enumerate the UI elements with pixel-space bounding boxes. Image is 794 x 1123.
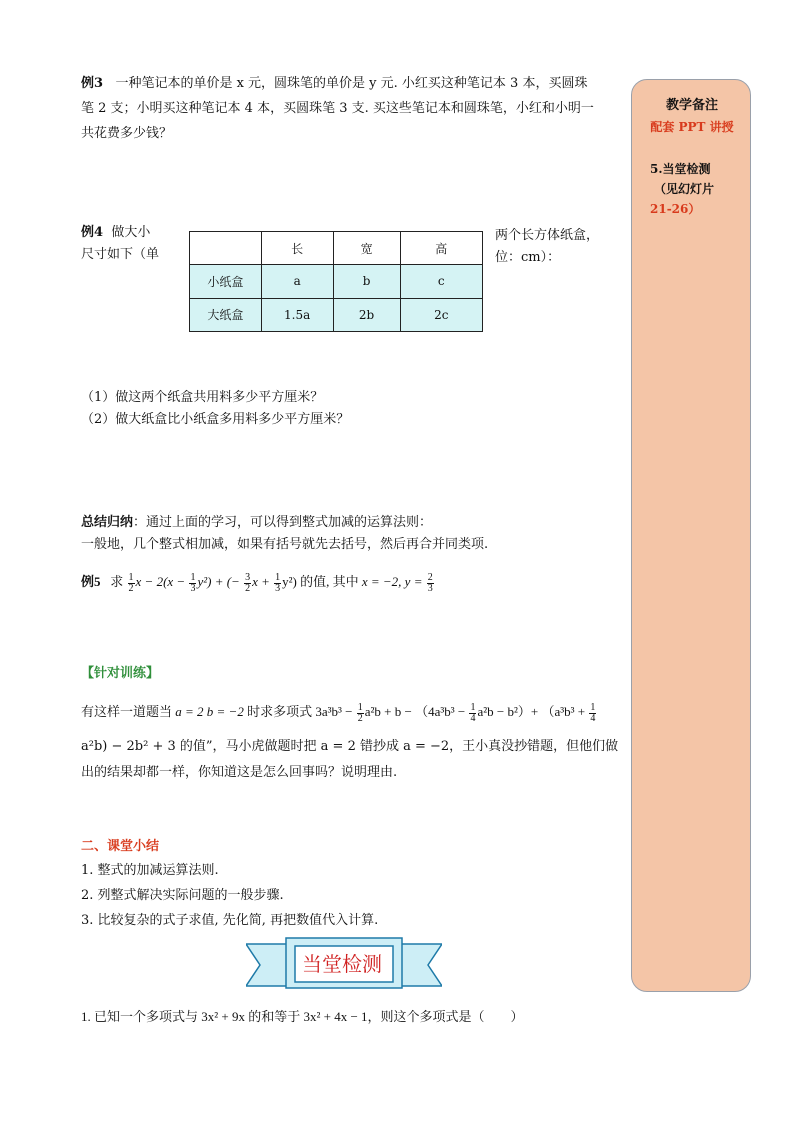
banner-title: 当堂检测 <box>302 952 382 976</box>
fraction: $\frac{1}{4}$ <box>470 701 476 724</box>
summary-rule: 一般地，几个整式相加减，如果有括号就先去括号，然后再合并同类项. <box>81 537 489 552</box>
table-header-cell <box>190 232 262 265</box>
table-cell: a <box>261 265 333 298</box>
fraction: $\frac{1}{2}$ <box>128 571 134 594</box>
summary-text: ：通过上面的学习，可以得到整式加减的运算法则： <box>133 515 433 530</box>
table-cell: b <box>333 265 400 298</box>
example3-line2: 笔 2 支；小明买这种笔记本 4 本，买圆珠笔 3 支. 买这些笔记本和圆珠笔，小红和小明一 <box>81 101 594 116</box>
question1: 1. 已知一个多项式与 3x² + 9x 的和等于 3x² + 4x − 1，则这个多项式是（ ） <box>81 1009 524 1024</box>
practice-text: 时求多项式 3a³b³ − <box>247 704 353 719</box>
class-summary-heading: 二、课堂小结 <box>81 839 160 854</box>
practice-text: 有这样一道题当 <box>81 704 173 719</box>
side-panel-title: 教学备注 <box>665 98 718 113</box>
table-row <box>190 298 483 331</box>
fraction: $\frac{3}{2}$ <box>245 571 251 594</box>
practice-math: a = 2 b = −2 <box>175 704 244 719</box>
expr-part: x + <box>252 574 270 589</box>
example3-text1: 一种笔记本的单价是 x 元，圆珠笔的单价是 y 元. 小红买这种笔记本 3 本，买圆珠 <box>115 76 588 91</box>
side-panel-subtitle: 配套 PPT 讲授 <box>650 120 734 134</box>
fraction: $\frac{1}{3}$ <box>275 571 281 594</box>
summary-label: 总结归纳 <box>81 515 134 530</box>
table-cell: 2c <box>400 298 483 331</box>
example4-right1: 两个长方体纸盒， <box>495 228 600 243</box>
table-header-cell: 宽 <box>333 232 400 265</box>
class-summary-item: 2. 列整式解决实际问题的一般步骤. <box>81 888 284 903</box>
table-cell: 大纸盒 <box>190 298 262 331</box>
table-header-row <box>190 232 483 265</box>
example3-label: 例3 <box>81 76 104 91</box>
example5-label: 例5 <box>81 574 101 589</box>
practice-heading: 【针对训练】 <box>81 666 160 681</box>
practice-line2: a²b) − 2b² + 3 的值”，马小虎做题时把 a = 2 错抄成 a = −2，王小真没抄错题，但他们做 <box>81 739 619 754</box>
summary-line <box>81 514 432 532</box>
table-header-cell: 高 <box>400 232 483 265</box>
side-panel-ref1: （见幻灯片 <box>654 182 715 196</box>
practice-line1 <box>81 697 597 727</box>
example5-prefix: 求 <box>110 574 124 589</box>
table-cell: c <box>400 265 483 298</box>
practice-text: a²b + b − （4a³b³ − <box>364 704 466 719</box>
teaching-notes-panel <box>631 79 751 992</box>
practice-text: a²b − b²）+ （a³b³ + <box>477 704 586 719</box>
side-panel-item: 5.当堂检测 <box>650 162 711 176</box>
expr-part: y²) + (− <box>197 574 240 589</box>
example5-line <box>81 567 435 597</box>
table-header-cell: 长 <box>261 232 333 265</box>
example4-question2: （2）做大纸盒比小纸盒多用料多少平方厘米？ <box>81 412 350 427</box>
fraction: $\frac{1}{3}$ <box>190 571 196 594</box>
expr-part: x − 2(x − <box>135 574 186 589</box>
fraction: $\frac{1}{2}$ <box>357 701 363 724</box>
expr-part: y²) 的值, 其中 <box>282 574 359 589</box>
class-summary-item: 3. 比较复杂的式子求值, 先化简, 再把数值代入计算. <box>81 913 379 928</box>
box-dimension-table <box>189 231 483 332</box>
side-panel-ref2: 21-26） <box>650 202 701 216</box>
class-summary-item: 1. 整式的加减运算法则. <box>81 863 219 878</box>
example4-left2: 尺寸如下（单 <box>81 247 160 262</box>
fraction: $\frac{1}{4}$ <box>590 701 596 724</box>
practice-line3: 出的结果却都一样，你知道这是怎么回事吗？说明理由. <box>81 765 398 780</box>
fraction: $\frac{2}{3}$ <box>427 571 433 594</box>
example3-line1 <box>81 75 587 93</box>
example3-line3: 共花费多少钱？ <box>81 126 173 141</box>
expr-condition: x = −2, y = <box>361 574 423 589</box>
example4-label: 例4 <box>81 225 104 240</box>
example4-right2: 位：cm）： <box>495 250 561 265</box>
example4-left1 <box>81 224 150 242</box>
table-cell: 2b <box>333 298 400 331</box>
table-row <box>190 265 483 298</box>
example4-question1: （1）做这两个纸盒共用料多少平方厘米？ <box>81 390 324 405</box>
table-cell: 1.5a <box>261 298 333 331</box>
example4-left1-text: 做大小 <box>111 225 151 240</box>
table-cell: 小纸盒 <box>190 265 262 298</box>
